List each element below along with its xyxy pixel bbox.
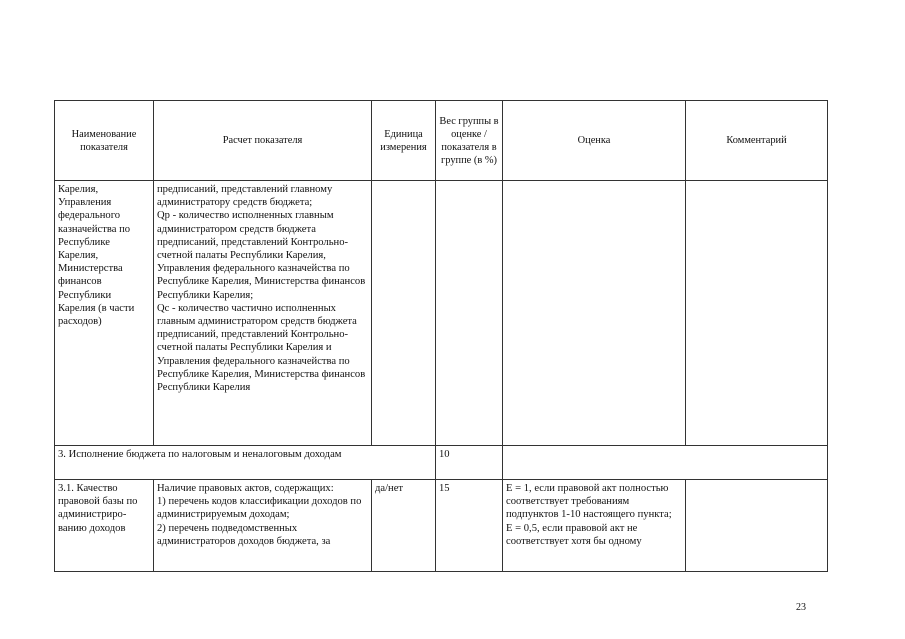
cell-rating [503, 181, 686, 446]
cell-comment [686, 181, 828, 446]
header-unit: Единица измерения [372, 101, 436, 181]
table-row [55, 480, 828, 572]
header-comment: Комментарий [686, 101, 828, 181]
cell-comment [686, 480, 828, 572]
header-rating: Оценка [503, 101, 686, 181]
cell-name: Карелия, Управления федерального казначейства по Республике Карелия, Министерства финансов Республики Карелия (в части расходов) [55, 181, 154, 446]
cell-calc: предписаний, представлений главному администратору средств бюджета; Qр - количество исполненных главным администратором средств бюджета предписаний, представлений Контрольно-счетной палаты Республики Карелия, Управления федерального казначейства по Республике Карелия, Министерства финансов Республики Карелия; Qс - количество частично исполненных главным администратором средств бюджета предписаний, представлений Контрольно-счетной палаты Республики Карелия и Управления федерального казначейства по Республике Карелия, Министерства финансов Республики Карелия [154, 181, 372, 446]
indicator-table [54, 100, 828, 572]
section-empty [503, 446, 828, 480]
header-weight: Вес группы в оценке / показателя в группе (в %) [436, 101, 503, 181]
section-weight: 10 [436, 446, 503, 480]
cell-unit [372, 181, 436, 446]
cell-unit: да/нет [372, 480, 436, 572]
header-calc: Расчет показателя [154, 101, 372, 181]
cell-name: 3.1. Качество правовой базы по администриро-ванию доходов [55, 480, 154, 572]
cell-weight: 15 [436, 480, 503, 572]
table-row [55, 181, 828, 446]
cell-calc: Наличие правовых актов, содержащих: 1) перечень кодов классификации доходов по администрируемым доходам; 2) перечень подведомственных администраторов доходов бюджета, за [154, 480, 372, 572]
header-name: Наименование показателя [55, 101, 154, 181]
section-row [55, 446, 828, 480]
section-title: 3. Исполнение бюджета по налоговым и неналоговым доходам [55, 446, 436, 480]
page-number: 23 [796, 602, 806, 613]
cell-rating: E = 1, если правовой акт полностью соответствует требованиям подпунктов 1-10 настоящего пункта; E = 0,5, если правовой акт не соответствует хотя бы одному [503, 480, 686, 572]
cell-weight [436, 181, 503, 446]
table-header-row [55, 101, 828, 181]
